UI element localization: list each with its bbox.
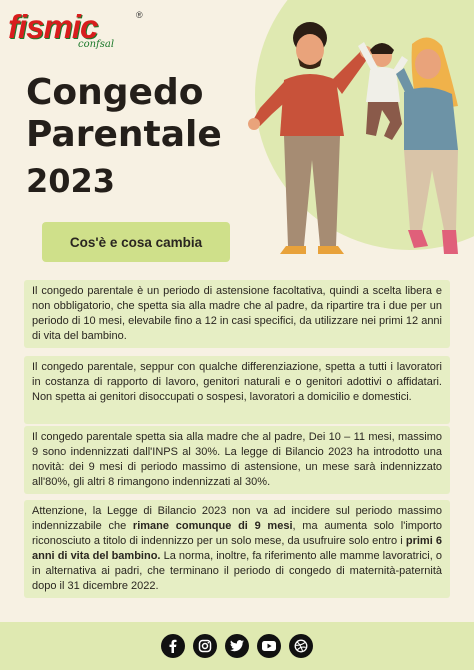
child-figure bbox=[358, 42, 408, 140]
info-block-3 bbox=[24, 426, 450, 494]
logo-subtext: confsal bbox=[78, 39, 115, 50]
b4-bold-1: rimane comunque di 9 mesi bbox=[132, 520, 293, 532]
twitter-icon[interactable] bbox=[225, 634, 249, 658]
family-illustration bbox=[232, 10, 470, 258]
father-figure bbox=[248, 22, 372, 254]
facebook-icon[interactable] bbox=[161, 634, 185, 658]
subtitle-badge: Cos'è e cosa cambia bbox=[42, 222, 230, 262]
title-line-2: Parentale bbox=[26, 114, 222, 155]
b4-part-3: La norma, inoltre, fa riferimento alle mamme lavoratrici, o in alternativa ai padri, che terminano il periodo di congedo di maternità-paternità dopo il 31 dicembre 2022. bbox=[32, 550, 442, 592]
logo-text: fismic bbox=[8, 8, 98, 45]
youtube-icon[interactable] bbox=[257, 634, 281, 658]
b4-bold-2: primi 6 anni di vita del bambino. bbox=[32, 535, 442, 562]
title-line-1: Congedo bbox=[26, 72, 204, 113]
dribbble-icon[interactable] bbox=[289, 634, 313, 658]
instagram-icon[interactable] bbox=[193, 634, 217, 658]
info-block-2 bbox=[24, 356, 450, 424]
fismic-logo bbox=[8, 8, 148, 54]
title-year: 2023 bbox=[26, 162, 116, 200]
info-block-1-text: Il congedo parentale è un periodo di astensione facoltativa, quindi a scelta libera e non obbligatorio, che spetta sia alla madre che al padre, da ripartire tra i due per un periodo di 10 mesi, elevabile fino a 12 in casi specifici, da utilizzare nei primi 12 anni di vita del bambino. bbox=[32, 285, 442, 342]
info-block-2-text: Il congedo parentale, seppur con qualche differenziazione, spetta a tutti i lavoratori in costanza di rapporto di lavoro, genitori naturali e o genitori adottivi o affidatari. Non spetta ai genitori disoccupati o sospesi, lavoratori a domicilio e domestici. bbox=[32, 361, 442, 403]
logo-registered-mark: ® bbox=[136, 10, 143, 20]
info-block-4 bbox=[24, 500, 450, 598]
b4-part-1: Attenzione, la Legge di Bilancio 2023 non va ad incidere sul periodo massimo indennizzabile che bbox=[32, 505, 442, 532]
social-footer bbox=[0, 622, 474, 670]
info-block-1 bbox=[24, 280, 450, 348]
b4-part-2: , ma aumenta solo l'importo riconosciuto a titolo di indennizzo per un solo mese, da usufruire solo entro i bbox=[32, 520, 442, 547]
page-title bbox=[26, 72, 222, 156]
mother-figure bbox=[396, 37, 458, 254]
info-block-4-text bbox=[32, 504, 442, 594]
info-block-3-text: Il congedo parentale spetta sia alla madre che al padre, Dei 10 – 11 mesi, massimo 9 sono indennizzati dall'INPS al 30%. La legge di Bilancio 2023 ha introdotto una novità: dei 9 mesi di periodo massimo di astensione, un mese sarà indennizzato all'80%, gli altri 8 rimangono indennizzati al 30%. bbox=[32, 431, 442, 488]
